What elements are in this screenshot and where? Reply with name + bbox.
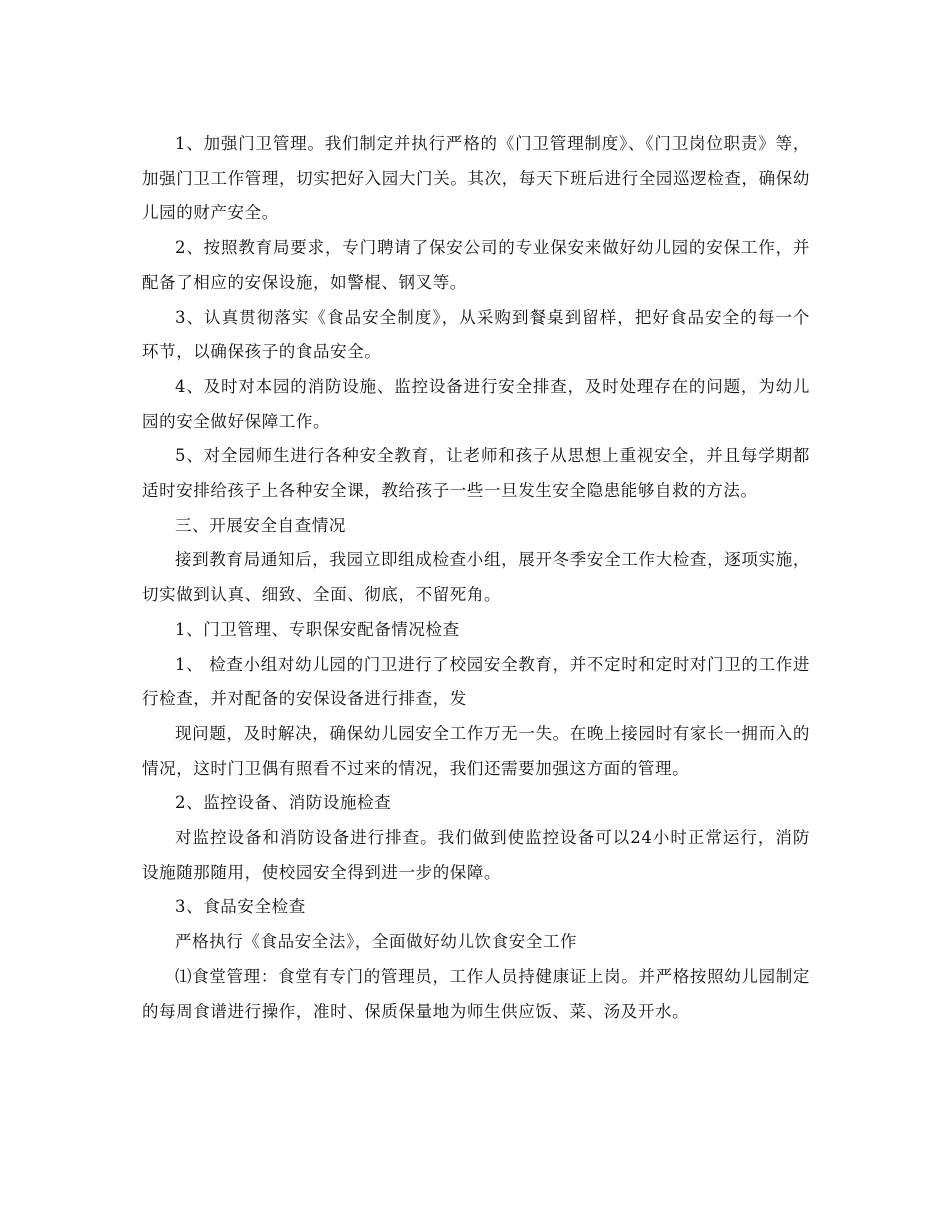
paragraph-3: 3、认真贯彻落实《食品安全制度》，从采购到餐桌到留样，把好食品安全的每一个环节，以确保孩子的食品安全。 [142, 307, 810, 362]
paragraph-10: 严格执行《食品安全法》，全面做好幼儿饮食安全工作 [175, 932, 578, 952]
paragraph-6: 接到教育局通知后，我园立即组成检查小组，展开冬季安全工作大检查，逐项实施，切实做到认真、细致、全面、彻底，不留死角。 [142, 550, 810, 605]
subheading-monitoring-fire: 2、监控设备、消防设施检查 [175, 793, 392, 813]
subheading-gate-security: 1、门卫管理、专职保安配备情况检查 [175, 619, 460, 639]
paragraph-9: 对监控设备和消防设备进行排查。我们做到使监控设备可以24小时正常运行，消防设施随那随用，使校园安全得到进一步的保障。 [142, 828, 810, 882]
paragraph-1: 1、加强门卫管理。我们制定并执行严格的《门卫管理制度》、《门卫岗位职责》等，加强门卫工作管理，切实把好入园大门关。其次，每天下班后进行全园巡逻检查，确保幼儿园的财产安全。 [142, 134, 810, 223]
section-heading: 三、开展安全自查情况 [175, 515, 346, 535]
paragraph-2: 2、按照教育局要求，专门聘请了保安公司的专业保安来做好幼儿园的安保工作，并配备了相应的安保设施，如警棍、钢叉等。 [142, 238, 810, 292]
paragraph-4: 4、及时对本园的消防设施、监控设备进行安全排查，及时处理存在的问题，为幼儿园的安全做好保障工作。 [142, 376, 810, 431]
paragraph-11: ⑴食堂管理：食堂有专门的管理员，工作人员持健康证上岗。并严格按照幼儿园制定的每周食谱进行操作，准时、保质保量地为师生供应饭、菜、汤及开水。 [142, 966, 810, 1021]
document-body [142, 127, 810, 1029]
paragraph-5: 5、对全园师生进行各种安全教育，让老师和孩子从思想上重视安全，并且每学期都适时安排给孩子上各种安全课，教给孩子一些一旦发生安全隐患能够自救的方法。 [142, 446, 810, 501]
subheading-food-safety: 3、食品安全检查 [175, 897, 306, 917]
paragraph-7: 1、 检查小组对幼儿园的门卫进行了校园安全教育，并不定时和定时对门卫的工作进行检查，并对配备的安保设备进行排查，发 [142, 654, 810, 709]
paragraph-8: 现问题，及时解决，确保幼儿园安全工作万无一失。在晚上接园时有家长一拥而入的情况，这时门卫偶有照看不过来的情况，我们还需要加强这方面的管理。 [142, 723, 810, 778]
